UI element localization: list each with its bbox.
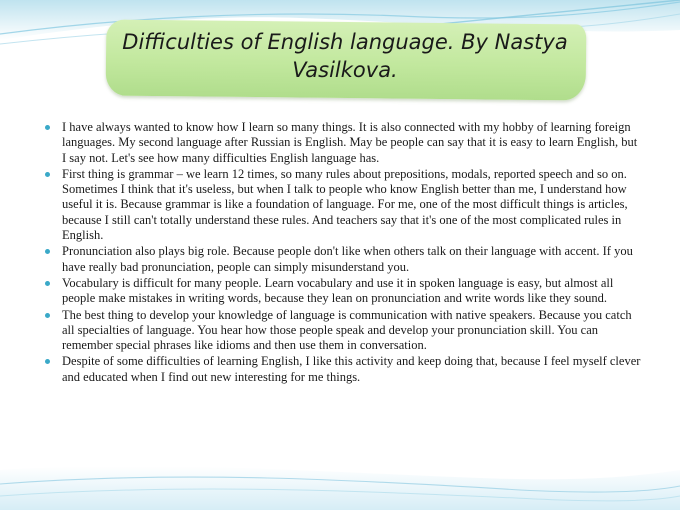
bullet-text: Vocabulary is difficult for many people. Learn vocabulary and use it in spoken language is easy, but almost all people make mistakes in writing words, because they lean on pronunciation and write words like they sound. [62,275,614,306]
bullet-text: Despite of some difficulties of learning English, I like this activity and keep doing that, because I feel myself clever and educated when I find out new interesting for me things. [62,354,641,384]
bullet-dot-icon [45,359,50,364]
bullet-text: Pronunciation also plays big role. Because people don't like when others talk on their language with accent. If you have really bad pronunciation, people can simply misunderstand you. [62,244,633,274]
bullet-item [44,244,644,275]
bullet-dot-icon [45,172,50,177]
bullet-item [44,167,644,243]
bullet-dot-icon [45,249,50,254]
bullet-text: The best thing to develop your knowledge of language is communication with native speakers. Because you catch all specialties of language. You hear how those people speak and develop your pronunciation skill. You can remember special phrases like idioms and then use them in conversation. [62,307,632,353]
slide-content [44,120,644,386]
slide-title: Difficulties of English language. By Nastya Vasilkova. [122,30,568,82]
bullet-item [44,120,644,166]
bullet-dot-icon [45,313,50,318]
bullet-dot-icon [45,281,50,286]
bullet-item [44,308,644,354]
bullet-dot-icon [45,125,50,130]
bullet-item [44,276,644,307]
bullet-text: First thing is grammar – we learn 12 times, so many rules about prepositions, modals, reported speech and so on. Sometimes I think that it's useless, but when I talk to people who know English better than me, I understand how useful it is. Because grammar is like a foundation of language. For me, one of the most difficult things is articles, because I still can't totally understand these rules. And teachers say that it's one of the most complicated rules in English. [62,166,628,243]
bullet-list [44,120,644,385]
bullet-text: I have always wanted to know how I learn so many things. It is also connected with my hobby of learning foreign languages. My second language after Russian is English. May be people can say that it is easy to learn English, but I say not. Let's see how many difficulties English language has. [62,120,638,165]
bottom-wave-band [0,466,680,510]
bullet-item [44,354,644,385]
